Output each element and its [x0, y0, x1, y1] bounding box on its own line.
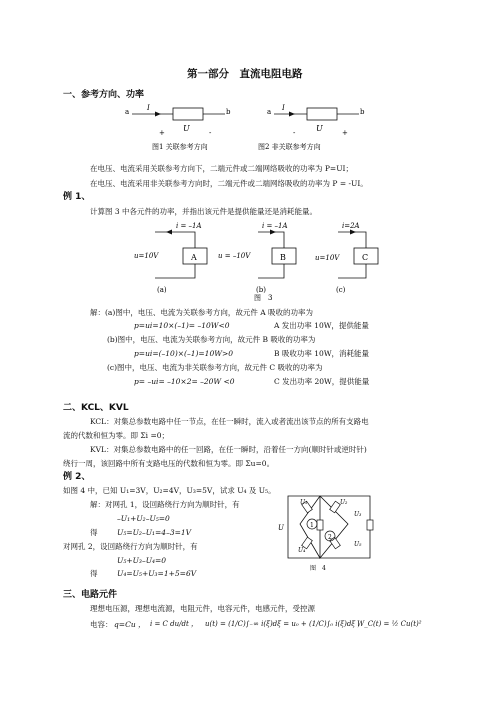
fig3a-element: A [191, 253, 197, 262]
sol2-line2: 对网孔 2，设回路绕行方向为顺时针，有 [63, 542, 198, 551]
fig1-node-a: a [125, 108, 130, 116]
example-2-label: 例 2、 [63, 472, 91, 482]
capacitor-formula-q: q=Cu ， [114, 620, 146, 629]
sol-a-line2: p=ui=10×(–1)= –10W<0 [134, 321, 230, 330]
fig2-current-label: I [282, 104, 285, 112]
sol-b-line1: (b)图中，电压、电流为关联参考方向，故元件 B 吸收的功率为 [107, 335, 316, 344]
fig3c-caption: (c) [336, 286, 346, 294]
fig2-node-a: a [267, 108, 272, 116]
fig3a-voltage: u=10V [134, 252, 159, 260]
fig4-u1: U₁ [300, 499, 308, 506]
kvl-line1: KVL：对集总参数电路中的任一回路，在任一瞬时，沿着任一方向(顺时针或逆时针) [90, 445, 367, 454]
fig2-minus: - [293, 129, 296, 137]
section-heading-2: 二、KCL、KVL [63, 403, 129, 413]
fig1-minus: - [209, 129, 212, 137]
fig3b-voltage: u = –10V [218, 252, 251, 260]
power-rule-nonassociated: 在电压、电流采用非关联参考方向时，二端元件或二端网络吸收的功率为 P = -UI。 [90, 179, 368, 188]
fig4-u: U [278, 524, 284, 532]
fig4-u4: U₄ [298, 547, 306, 554]
sol-c-line3: C 发出功率 20W，提供能量 [274, 377, 370, 386]
fig4-u5: U₅ [354, 541, 362, 548]
fig1-node-b: b [226, 108, 231, 116]
example-1-text: 计算图 3 中各元件的功率，并指出该元件是提供能量还是消耗能量。 [90, 207, 318, 216]
sol2-get2: 得 [90, 569, 98, 578]
sol2-eq4: U₄=U₅+U₃=1+5=6V [117, 569, 197, 578]
fig3c-element: C [362, 253, 369, 262]
sol2-eq2: U₅=U₂–U₁=4–3=1V [117, 528, 192, 537]
figure-3-circuits [110, 220, 410, 302]
fig4-u2: U₂ [340, 499, 348, 506]
figure-2-nonassociated-direction [258, 104, 387, 152]
capacitor-formula-w: W_C(t) = ½ Cu(t)² [357, 620, 422, 628]
kvl-line2: 绕行一周，该回路中所有支路电压的代数和恒为零。即 Σu=0。 [63, 459, 275, 468]
section-heading-3: 三、电路元件 [63, 590, 118, 600]
fig4-u3: U₃ [354, 511, 362, 518]
section-heading-1: 一、参考方向、功率 [63, 90, 145, 100]
sol-a-line3: A 发出功率 10W，提供能量 [274, 321, 369, 330]
fig3b-caption: (b) [256, 286, 266, 294]
fig2-element-box [307, 108, 337, 120]
fig3c-current: i=2A [342, 222, 360, 230]
fig4-mesh2: 2 [328, 534, 332, 541]
fig3a-caption: (a) [157, 286, 167, 294]
sol-c-line1: (c)图中，电压、电流为非关联参考方向，故元件 C 吸收的功率为 [107, 363, 323, 372]
sol-a-line1: 解：(a)图中，电压、电流为关联参考方向，故元件 A 吸收的功率为 [90, 308, 314, 317]
fig3b-current: i = –1A [262, 222, 288, 230]
capacitor-label: 电容： [90, 620, 113, 629]
fig1-plus: + [159, 129, 165, 137]
element-list: 理想电压源，理想电流源，电阻元件，电容元件，电感元件，受控源 [90, 604, 315, 613]
figure-4-bridge-circuit [270, 490, 400, 580]
fig2-node-b: b [360, 108, 365, 116]
fig4-mesh1: 1 [310, 522, 314, 529]
fig1-element-box [173, 108, 203, 120]
capacitor-formula-u: u(t) = (1/C)∫₋∞ i(ξ)dξ = u₀ + (1/C)∫₀ i(ξ)dξ ， [205, 620, 365, 628]
kcl-line1: KCL：对集总参数电路中任一节点，在任一瞬时，流入或者流出该节点的所有支路电 [90, 417, 369, 426]
fig3c-voltage: u=10V [315, 254, 340, 262]
fig4-caption: 图 4 [310, 565, 326, 572]
fig2-plus: + [342, 129, 348, 137]
fig1-current-label: I [147, 104, 150, 112]
example-1-label: 例 1、 [63, 192, 91, 202]
sol2-get1: 得 [90, 528, 98, 537]
fig3b-element: B [280, 253, 286, 262]
kcl-line2: 流的代数和恒为零。即 Σi =0； [63, 431, 170, 440]
sol-c-line2: p= –ui= –10×2= –20W <0 [134, 377, 235, 386]
fig2-voltage-label: U [316, 124, 323, 133]
power-rule-associated: 在电压、电流采用关联参考方向下，二端元件或二端网络吸收的功率为 P=UI； [90, 164, 353, 173]
fig1-voltage-label: U [183, 124, 190, 133]
sol-b-line3: B 吸收功率 10W，消耗能量 [274, 349, 370, 358]
figure-1-associated-direction [125, 104, 245, 152]
fig2-caption: 图2 非关联参考方向 [258, 143, 321, 151]
sol2-eq3: U₅+U₃–U₄=0 [117, 556, 167, 565]
fig3a-current: i = –1A [176, 222, 202, 230]
sol-b-line2: p=ui=(–10)×(–1)=10W>0 [134, 349, 233, 358]
sol2-eq1: –U₁+U₂–U₅=0 [117, 514, 170, 523]
example-2-text: 如图 4 中，已知 U₁=3V，U₂=4V，U₃=5V，试求 U₄ 及 U₅。 [63, 486, 276, 495]
page-title: 第一部分 直流电阻电路 [187, 68, 303, 80]
capacitor-formula-i: i = C du/dt ， [150, 620, 199, 628]
fig1-caption: 图1 关联参考方向 [152, 143, 208, 151]
fig3-caption: 图 3 [254, 294, 273, 302]
sol2-line1: 解：对网孔 1，设回路绕行方向为顺时针，有 [90, 500, 240, 509]
